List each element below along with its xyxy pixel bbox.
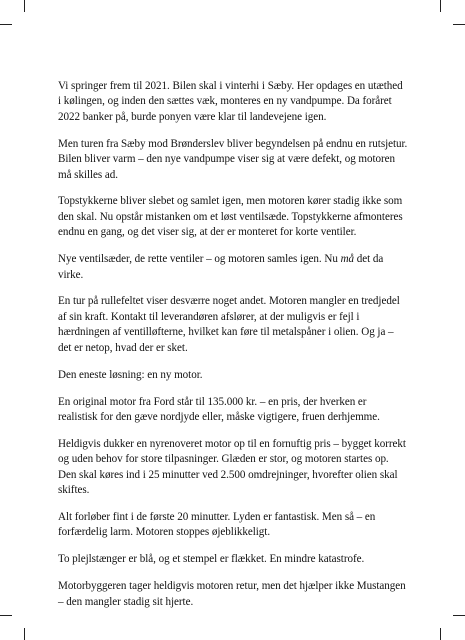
paragraph-terrible-noise: Alt forløber fint i de første 20 minutter. Lyden er fantastisk. Men så – en forfærdelig larm. Motoren stoppes øjeblikkeligt. (58, 510, 376, 539)
crop-mark-bottom-right-v (440, 628, 441, 640)
paragraph-new-valves-end: det da virke. (58, 253, 384, 281)
crop-mark-top-right-h (453, 24, 465, 25)
paragraph-new-valves-text: Nye ventilsæder, de rette ventiler – og motoren samles igen. Nu (58, 253, 341, 266)
crop-mark-top-left-v (24, 0, 25, 12)
paragraph-original-motor-price: En original motor fra Ford står til 135.000 kr. – en pris, der hverken er realistisk for den gæve nordjyde eller, måske vigtigere, fruen derhjemme. (58, 395, 380, 423)
paragraph-renovated-motor: Heldigvis dukker en nyrenoveret motor op til en fornuftig pris – bygget korrekt og uden behov for store tilpasninger. Glæden er stor, og motoren startes op. Den skal køres ind i 25 minutter ved 2.500 omdrejninger, hvorefter olien skal skiftes. (58, 437, 406, 497)
page-body (58, 79, 408, 621)
paragraph-cylinder-heads: Topstykkerne bliver slebet og samlet igen, men motoren kører stadig ikke som den skal. Nu opstår mistanken om et løst ventilsæde. Topstykkerne afmonteres endnu en gang, og det viser sig, at der er monteret for korte ventiler. (58, 195, 403, 239)
paragraph-new-valves-emphasis: må (340, 253, 355, 266)
crop-mark-top-right-v (440, 0, 441, 12)
paragraph-runway-test: En tur på rullefeltet viser desværre noget andet. Motoren mangler en tredjedel af sin kraft. Kontakt til leverandøren afslører, at der muligvis er fejl i hærdningen af ventilløfterne, hvilket kan føre til metalspåner i olien. Og ja – det er netop, hvad der er sket. (58, 295, 400, 354)
paragraph-roller-coaster: Men turen fra Sæby mod Brønderslev bliver begyndelsen på endnu en rutsjetur. Bilen bliver varm – den nye vandpumpe viser sig at være defekt, og motoren må skilles ad. (58, 137, 408, 181)
crop-mark-bottom-right-h (453, 615, 465, 616)
paragraph-motor-returned: Motorbyggeren tager heldigvis motoren retur, men det hjælper ikke Mustangen – den mangler stadig sit hjerte. (58, 580, 406, 608)
paragraph-new-valves (58, 252, 408, 283)
crop-mark-bottom-left-h (0, 615, 12, 616)
paragraph-winter-storage: Vi springer frem til 2021. Bilen skal i vinterhi i Sæby. Her opdages en utæthed i kølingen, og inden den sættes væk, monteres en ny vandpumpe. Da foråret 2022 banker på, burde ponyen være klar til landevejene igen. (58, 80, 403, 123)
crop-mark-top-left-h (0, 24, 12, 25)
paragraph-catastrophe: To plejlstænger er blå, og et stempel er flækket. En mindre katastrofe. (58, 553, 365, 566)
paragraph-only-solution: Den eneste løsning: en ny motor. (58, 368, 203, 381)
crop-mark-bottom-left-v (24, 628, 25, 640)
